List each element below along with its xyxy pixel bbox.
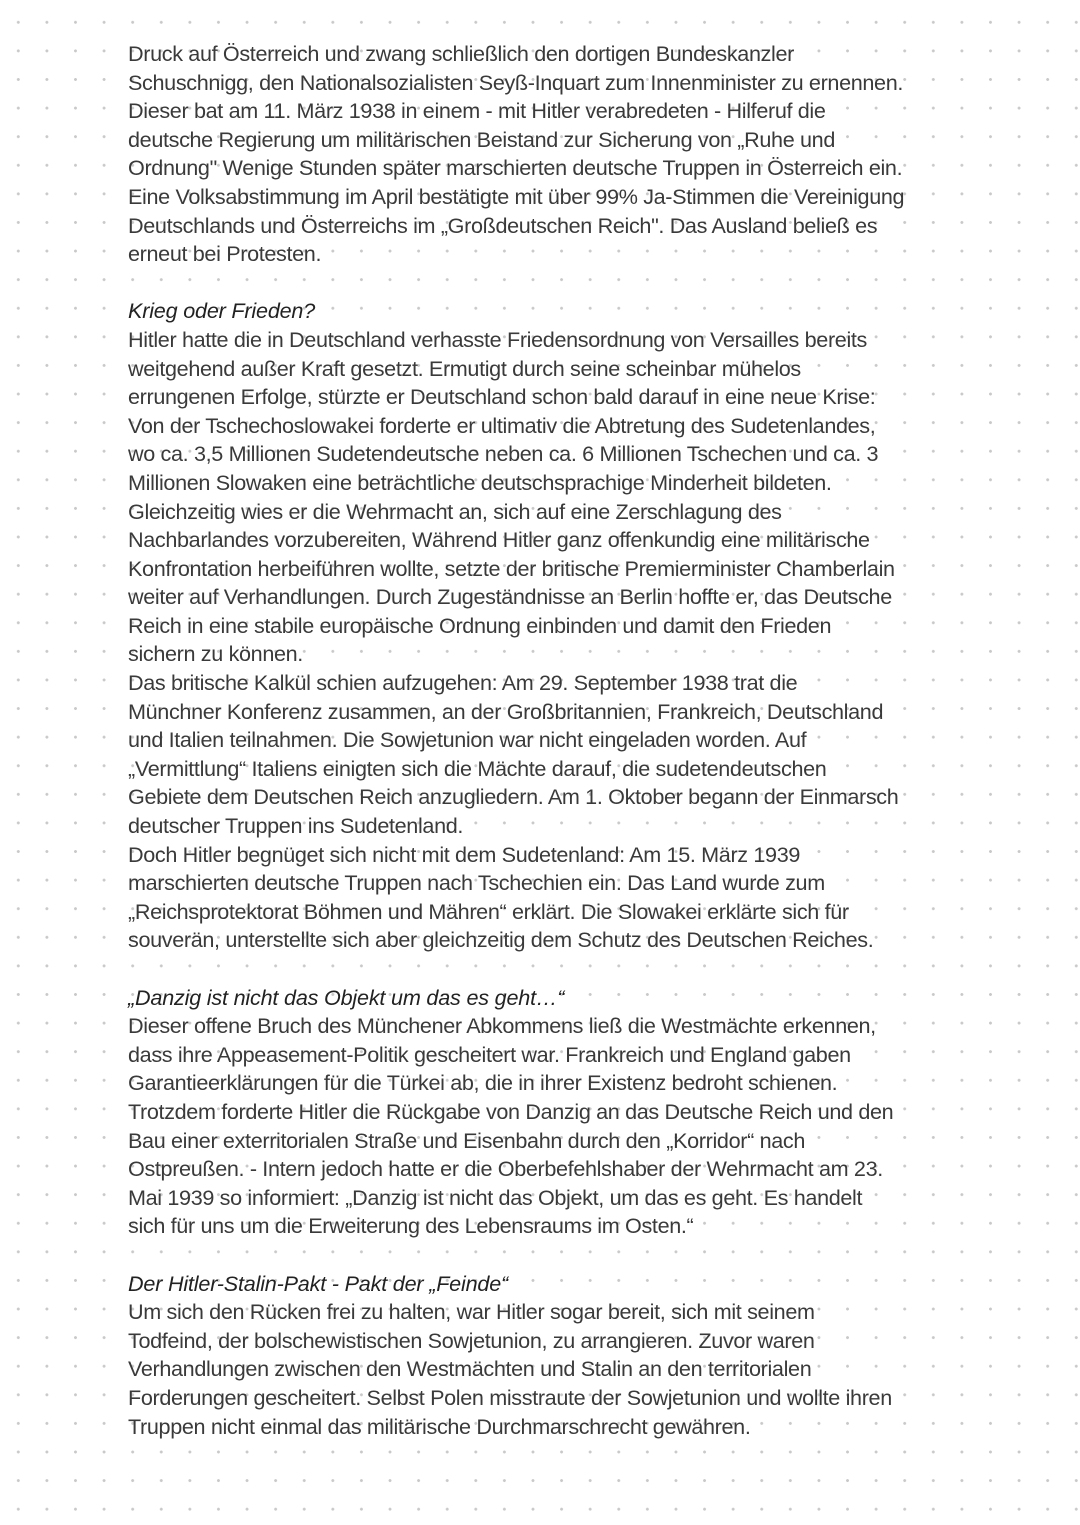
text-line: Konfrontation herbeiführen wollte, setzte der britische Premierminister Chamberlain <box>128 555 895 581</box>
text-line: Ordnung" Wenige Stunden später marschierten deutsche Truppen in Österreich ein. <box>128 155 903 181</box>
text-line: Um sich den Rücken frei zu halten, war Hitler sogar bereit, sich mit seinem <box>128 1299 815 1325</box>
text-line: weiter auf Verhandlungen. Durch Zugeständnisse an Berlin hoffte er, das Deutsche <box>128 584 892 610</box>
text-line: Deutschlands und Österreichs im „Großdeutschen Reich". Das Ausland beließ es <box>128 212 878 238</box>
section-hitler-stalin-pakt <box>128 1270 968 1442</box>
text-line: Hitler hatte die in Deutschland verhasste Friedensordnung von Versailles bereits <box>128 326 868 352</box>
text-line: deutsche Regierung um militärischen Beistand zur Sicherung von „Ruhe und <box>128 126 835 152</box>
text-line: Trotzdem forderte Hitler die Rückgabe von Danzig an das Deutsche Reich und den <box>128 1098 894 1124</box>
text-line: Verhandlungen zwischen den Westmächten und Stalin an den territorialen <box>128 1356 812 1382</box>
text-line: souverän, unterstellte sich aber gleichzeitig dem Schutz des Deutschen Reiches. <box>128 927 874 953</box>
text-line: Ostpreußen. - Intern jedoch hatte er die Oberbefehlshaber der Wehrmacht am 23. <box>128 1156 883 1182</box>
text-line: Gleichzeitig wies er die Wehrmacht an, sich auf eine Zerschlagung des <box>128 498 782 524</box>
text-line: Dieser bat am 11. März 1938 in einem - mit Hitler verabredeten - Hilferuf die <box>128 98 826 124</box>
text-line: Millionen Slowaken eine beträchtliche deutschsprachige Minderheit bildeten. <box>128 469 832 495</box>
section-heading: Der Hitler-Stalin-Pakt - Pakt der „Feinde“ <box>128 1270 509 1296</box>
text-line: weitgehend außer Kraft gesetzt. Ermutigt durch seine scheinbar mühelos <box>128 355 801 381</box>
text-line: Von der Tschechoslowakei forderte er ultimativ die Abtretung des Sudetenlandes, <box>128 412 876 438</box>
text-line: Münchner Konferenz zusammen, an der Großbritannien, Frankreich, Deutschland <box>128 698 884 724</box>
text-line: Nachbarlandes vorzubereiten, Während Hitler ganz offenkundig eine militärische <box>128 527 870 553</box>
text-line: errungenen Erfolge, stürzte er Deutschland schon bald darauf in eine neue Krise: <box>128 384 876 410</box>
section-heading: Krieg oder Frieden? <box>128 298 316 324</box>
section-heading: „Danzig ist nicht das Objekt um das es geht…“ <box>128 984 565 1010</box>
intro-paragraph <box>128 40 968 269</box>
text-line: Todfeind, der bolschewistischen Sowjetunion, zu arrangieren. Zuvor waren <box>128 1327 815 1353</box>
text-line: Mai 1939 so informiert: „Danzig ist nicht das Objekt, um das es geht. Es handelt <box>128 1184 863 1210</box>
text-line: sich für uns um die Erweiterung des Lebensraums im Osten.“ <box>128 1213 694 1239</box>
text-line: Garantieerklärungen für die Türkei ab, die in ihrer Existenz bedroht schienen. <box>128 1070 838 1096</box>
text-line: Eine Volksabstimmung im April bestätigte mit über 99% Ja-Stimmen die Vereinigung <box>128 183 905 209</box>
section-krieg-oder-frieden <box>128 297 968 955</box>
text-line: Doch Hitler begnüget sich nicht mit dem Sudetenland: Am 15. März 1939 <box>128 841 801 867</box>
text-line: Druck auf Österreich und zwang schließlich den dortigen Bundeskanzler <box>128 41 795 66</box>
text-line: Gebiete dem Deutschen Reich anzugliedern. Am 1. Oktober begann der Einmarsch <box>128 784 899 810</box>
text-line: Das britische Kalkül schien aufzugehen: Am 29. September 1938 trat die <box>128 670 798 696</box>
text-line: Truppen nicht einmal das militärische Durchmarschrecht gewähren. <box>128 1413 751 1439</box>
section-danzig <box>128 984 968 1241</box>
text-line: Schuschnigg, den Nationalsozialisten Seyß-Inquart zum Innenminister zu ernennen. <box>128 69 904 95</box>
text-line: deutscher Truppen ins Sudetenland. <box>128 813 464 839</box>
text-line: und Italien teilnahmen. Die Sowjetunion war nicht eingeladen worden. Auf <box>128 727 807 753</box>
text-line: dass ihre Appeasement-Politik gescheitert war. Frankreich und England gaben <box>128 1041 851 1067</box>
text-line: „Reichsprotektorat Böhmen und Mähren“ erklärt. Die Slowakei erklärte sich für <box>128 898 849 924</box>
text-line: Reich in eine stabile europäische Ordnung einbinden und damit den Frieden <box>128 612 832 638</box>
text-line: „Vermittlung“ Italiens einigten sich die Mächte darauf, die sudetendeutschen <box>128 755 827 781</box>
document-page <box>128 40 968 1441</box>
text-line: erneut bei Protesten. <box>128 241 322 267</box>
text-line: Bau einer exterritorialen Straße und Eisenbahn durch den „Korridor“ nach <box>128 1127 805 1153</box>
text-line: Dieser offene Bruch des Münchener Abkommens ließ die Westmächte erkennen, <box>128 1013 876 1039</box>
text-line: marschierten deutsche Truppen nach Tschechien ein. Das Land wurde zum <box>128 870 825 896</box>
text-line: sichern zu können. <box>128 641 303 667</box>
text-line: wo ca. 3,5 Millionen Sudetendeutsche neben ca. 6 Millionen Tschechen und ca. 3 <box>128 441 879 467</box>
text-line: Forderungen gescheitert. Selbst Polen misstraute der Sowjetunion und wollte ihren <box>128 1384 892 1410</box>
